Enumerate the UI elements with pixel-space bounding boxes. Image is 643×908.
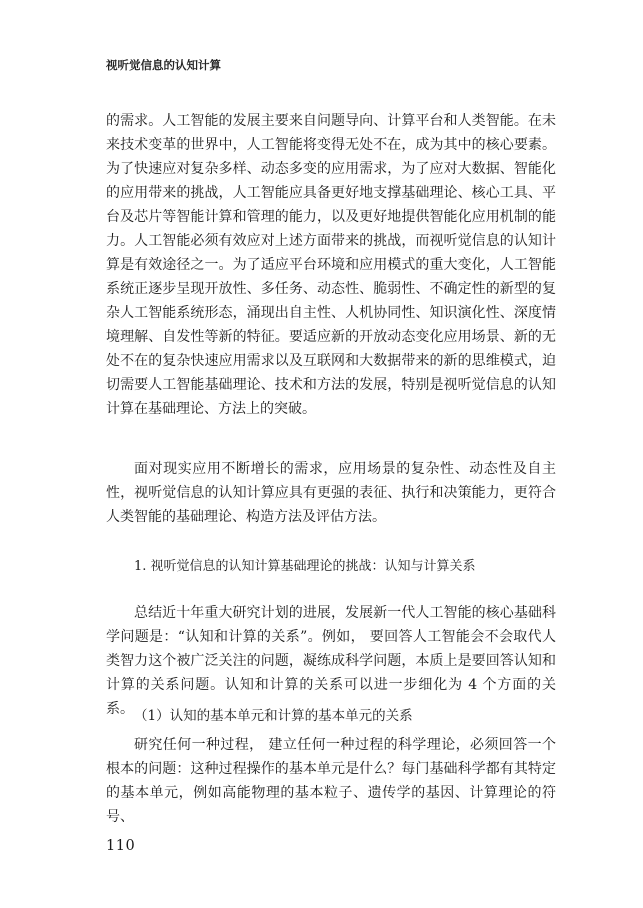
paragraph-continuation: 的需求。人工智能的发展主要来自问题导向、计算平台和人类智能。在未来技术变革的世界中，人工智能将变得无处不在，成为其中的核心要素。为了快速应对复杂多样、动态多变的应用需求，为了应对大数据、智能化的应用带来的挑战，人工智能应具备更好地支撑基础理论、核心工具、平台及芯片等智能计算和管理的能力，以及更好地提供智能化应用机制的能力。人工智能必须有效应对上述方面带来的挑战，而视听觉信息的认知计算是有效途径之一。为了适应平台环境和应用模式的重大变化，人工智能系统正逐步呈现开放性、多任务、动态性、脆弱性、不确定性的新型的复杂人工智能系统形态，涌现出自主性、人机协同性、知识演化性、深度情境理解、自发性等新的特征。要适应新的开放动态变化应用场景、新的无处不在的复杂快速应用需求以及互联网和大数据带来的新的思维模式，迫切需要人工智能基础理论、技术和方法的发展，特别是视听觉信息的认知计算在基础理论、方法上的突破。 <box>106 113 556 417</box>
subsection-heading: （1）认知的基本单元和计算的基本单元的关系 <box>134 708 413 724</box>
paragraph-needs: 面对现实应用不断增长的需求，应用场景的复杂性、动态性及自主性，视听觉信息的认知计算应具有更强的表征、执行和决策能力，更符合人类智能的基础理论、构造方法及评估方法。 <box>106 461 556 525</box>
paragraph-core-question: 总结近十年重大研究计划的进展，发展新一代人工智能的核心基础科学问题是：“认知和计算的关系”。例如， 要回答人工智能会不会取代人类智力这个被广泛关注的问题，凝练成科学问题，本质上是要回答认知和计算的关系问题。认知和计算的关系可以进一步细化为 4 个方面的关系。 <box>106 605 556 717</box>
page-number: 110 <box>106 838 136 854</box>
section-heading: 1. 视听觉信息的认知计算基础理论的挑战：认知与计算关系 <box>134 559 476 574</box>
paragraph-basic-unit: 研究任何一种过程， 建立任何一种过程的科学理论，必须回答一个根本的问题：这种过程操作的基本单元是什么？每门基础科学都有其特定的基本单元，例如高能物理的基本粒子、遗传学的基因、计算理论的符号、 <box>106 737 556 825</box>
running-header: 视听觉信息的认知计算 <box>106 58 221 72</box>
